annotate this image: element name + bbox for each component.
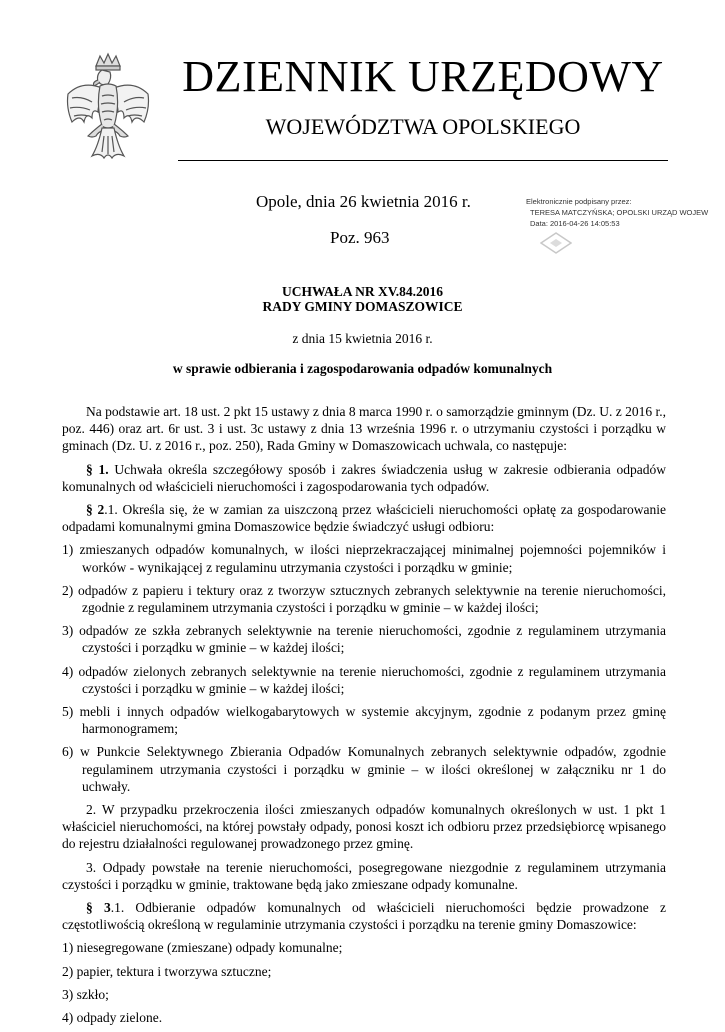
list-item: 2) papier, tektura i tworzywa sztuczne; <box>62 963 272 979</box>
list-item: 5) mebli i innych odpadów wielkogabarytowych w systemie akcyjnym, zgodnie z podanym przez gminę harmonogramem; <box>62 704 666 737</box>
signature-signer: TERESA MATCZYŃSKA; OPOLSKI URZĄD WOJEW <box>530 208 709 217</box>
list-item: 6) w Punkcie Selektywnego Zbierania Odpadów Komunalnych zebranych selektywnie odpadów, zgodnie regulaminem utrzymania czystości i porządku w gminie – w ilości określonej w załączniku nr 1 do uchwały. <box>62 744 666 794</box>
section-1-paragraph <box>62 461 666 495</box>
position-number: Poz. 963 <box>330 228 390 247</box>
resolution-number: UCHWAŁA NR XV.84.2016 <box>281 284 444 299</box>
preamble-paragraph: Na podstawie art. 18 ust. 2 pkt 15 ustawy z dnia 8 marca 1990 r. o samorządzie gminnym (Dz. U. z 2016 r., poz. 446) oraz art. 6r ust. 3 i ust. 3c ustawy z dnia 13 września 1996 r. o utrzymaniu czystości i porządku w gminach (Dz. U. z 2016 r., poz. 250), Rada Gminy w Domaszowicach uchwala, co następuje: <box>62 404 666 454</box>
list-item: 1) zmieszanych odpadów komunalnych, w ilości nieprzekraczającej minimalnej pojemności pojemników i worków - wynikającej z regulaminu utrzymania czystości i porządku w gminie; <box>62 542 666 575</box>
resolution-date: z dnia 15 kwietnia 2016 r. <box>292 331 433 346</box>
resolution-body <box>62 403 666 1032</box>
signature-label: Elektronicznie podpisany przez: <box>526 197 632 206</box>
list-item: 4) odpady zielone. <box>62 1010 163 1026</box>
section-2-mark: § 2 <box>86 502 105 518</box>
section-2-point-3: 3. Odpady powstałe na terenie nieruchomości, posegregowane niezgodnie z regulaminem utrzymania czystości i porządku w gminie, traktowane będą jako zmieszane odpady komunalne. <box>62 859 666 892</box>
section-1-mark: § 1. <box>86 461 109 477</box>
section-3-mark: § 3 <box>86 900 111 916</box>
header-divider <box>178 160 668 161</box>
journal-subtitle: WOJEWÓDZTWA OPOLSKIEGO <box>265 114 581 139</box>
list-item: 3) szkło; <box>62 986 109 1002</box>
list-item: 4) odpadów zielonych zebranych selektywnie na terenie nieruchomości, zgodnie z regulaminem utrzymania czystości i porządku w gminie – w każdej ilości; <box>62 663 666 696</box>
resolution-title <box>0 284 725 314</box>
section-1-text: Uchwała określa szczegółowy sposób i zakres świadczenia usług w zakresie odbierania odpadów komunalnych od właścicieli nieruchomości i zagospodarowania tych odpadów. <box>62 461 666 494</box>
signature-date: Data: 2016-04-26 14:05:53 <box>530 219 620 228</box>
section-3-paragraph <box>62 899 666 933</box>
electronic-signature <box>526 196 716 229</box>
resolution-subject: w sprawie odbierania i zagospodarowania odpadów komunalnych <box>172 361 553 376</box>
section-2-paragraph <box>62 501 666 535</box>
list-item: 3) odpadów ze szkła zebranych selektywnie na terenie nieruchomości, zgodnie z regulaminem utrzymania czystości i porządku w gminie – w każdej ilości; <box>62 623 666 656</box>
journal-title: DZIENNIK URZĘDOWY <box>182 52 664 101</box>
list-item: 2) odpadów z papieru i tektury oraz z tworzyw sztucznych zebranych selektywnie na terenie nieruchomości, zgodnie z regulaminem utrzymania czystości i porządku w gminie – w każdej ilości; <box>62 582 666 616</box>
polish-eagle-emblem-icon <box>62 52 154 164</box>
section-2-text: .1. Określa się, że w zamian za uiszczoną przez właścicieli nieruchomości opłatę za gospodarowanie odpadami komunalnymi gmina Domaszowice będzie świadczyć usługi odbioru: <box>62 502 667 535</box>
resolution-council: RADY GMINY DOMASZOWICE <box>262 299 463 314</box>
list-item: 1) niesegregowane (zmieszane) odpady komunalne; <box>62 940 343 956</box>
signature-stamp-icon <box>540 232 572 254</box>
publication-place-date: Opole, dnia 26 kwietnia 2016 r. <box>256 192 471 211</box>
section-3-text: .1. Odbieranie odpadów komunalnych od właścicieli nieruchomości będzie prowadzone z częstotliwością określoną w regulaminie utrzymania czystości i porządku na terenie gminy Domaszowice: <box>62 900 666 933</box>
section-2-point-2: 2. W przypadku przekroczenia ilości zmieszanych odpadów komunalnych określonych w ust. 1 pkt 1 właściciel nieruchomości, na której powstały odpady, ponosi koszt ich odbioru przez przedsiębiorcę wpisanego do rejestru działalności regulowanej prowadzonego przez gminę. <box>62 802 666 852</box>
